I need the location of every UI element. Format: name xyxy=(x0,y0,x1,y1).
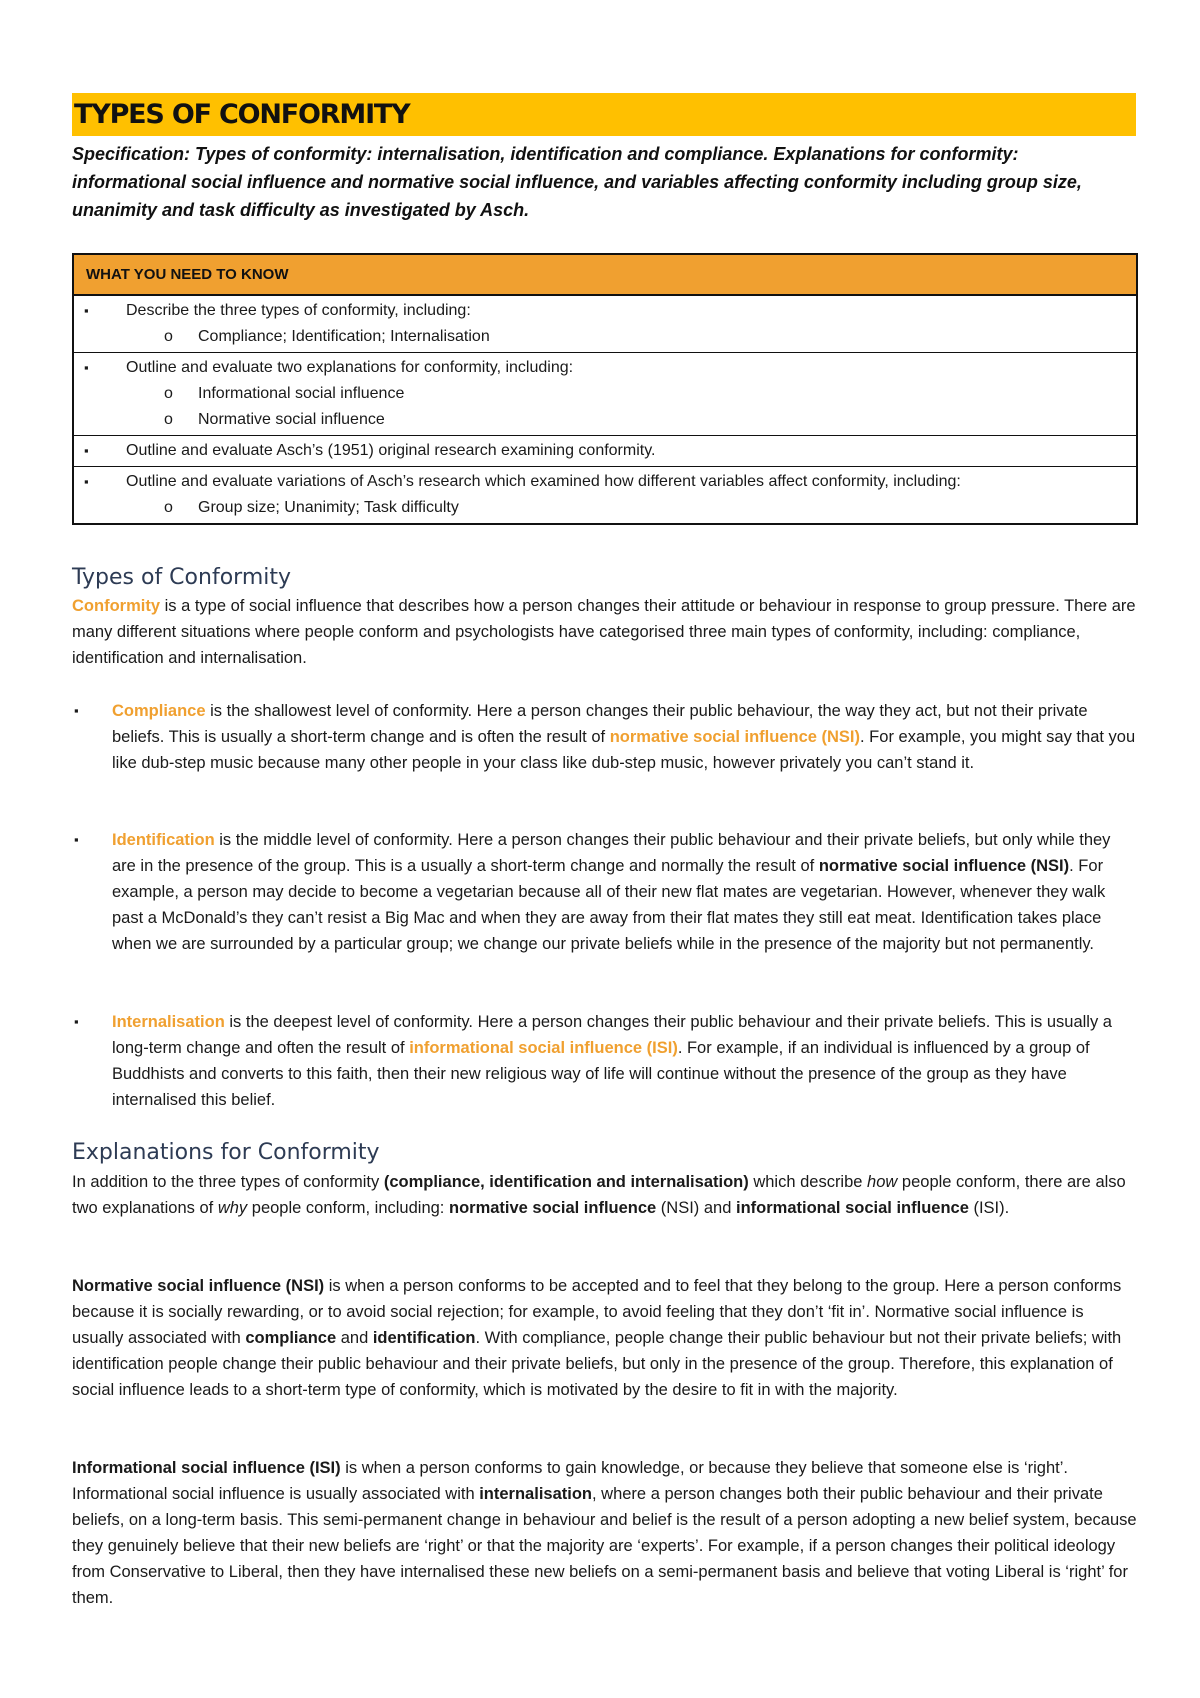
need-sub-text: Group size; Unanimity; Task difficulty xyxy=(198,499,459,516)
bullet-icon: ▪ xyxy=(84,443,89,458)
text-run: , where a person changes both their public behaviour and their private beliefs, on a long-term basis. This semi-permanent change in behaviour and belief is the result of a person adopting a new belief system, because they genuinely believe that their new beliefs are ‘right’ or that the majority are ‘experts’. For example, if a person changes their political ideology from Conservative to Liberal, then they have internalised these new beliefs on a semi-permanent basis and believe that voting Liberal is ‘right’ for them. xyxy=(72,1485,1137,1607)
text-run: people conform, including: xyxy=(247,1199,449,1217)
page-title: TYPES OF CONFORMITY xyxy=(74,99,410,130)
nsi-paragraph xyxy=(72,1273,1138,1403)
need-row-4 xyxy=(74,466,1136,523)
keyword: Internalisation xyxy=(112,1013,225,1031)
text-run: . For example, if an individual is influenced by a group of Buddhists and converts to this faith, then their new religious way of life will continue without the presence of the group as they have internalised this belief. xyxy=(112,1039,1090,1109)
need-row-text: Outline and evaluate two explanations for conformity, including: xyxy=(126,359,574,376)
bold-run: compliance xyxy=(245,1329,337,1347)
keyword: informational social influence (ISI) xyxy=(409,1039,678,1057)
sub-bullet-icon: o xyxy=(164,385,173,402)
need-row-2 xyxy=(74,352,1136,435)
bold-run: normative social influence xyxy=(448,1199,657,1217)
bold-run: (compliance, identification and internalisation) xyxy=(383,1173,749,1191)
italic-run: why xyxy=(217,1199,248,1217)
text-run: . For example, you might say that you like dub-step music because many other people in your class like dub-step music, however privately you can’t stand it. xyxy=(112,728,1136,772)
bold-run: Informational social influence (ISI) xyxy=(72,1459,341,1477)
text-run: and xyxy=(336,1329,373,1347)
need-sub-text: Informational social influence xyxy=(198,385,405,402)
bullet-icon: ▪ xyxy=(74,832,79,847)
bold-run: normative social influence (NSI) xyxy=(818,857,1070,875)
need-row-text: Outline and evaluate variations of Asch’s research which examined how different variables affect conformity, including: xyxy=(126,473,961,490)
text-run: which describe xyxy=(748,1173,868,1191)
text-run: (NSI) and xyxy=(656,1199,736,1217)
need-row-3 xyxy=(74,435,1136,466)
bullet-internalisation xyxy=(72,1009,1138,1113)
text-run: (ISI). xyxy=(968,1199,1010,1217)
bold-run: informational social influence xyxy=(736,1199,969,1217)
need-sub-text: Normative social influence xyxy=(198,411,385,428)
bullet-icon: ▪ xyxy=(74,1014,79,1029)
title-bar xyxy=(72,93,1136,136)
sub-bullet-icon: o xyxy=(164,328,173,345)
bold-run: identification xyxy=(372,1329,476,1347)
keyword: normative social influence (NSI) xyxy=(609,728,861,746)
text-run: In addition to the three types of conformity xyxy=(72,1173,384,1191)
bullet-icon: ▪ xyxy=(84,474,89,489)
specification-text: Specification: Types of conformity: internalisation, identification and compliance. Explanations for conformity: informational social influence and normative social influence, and variables affecting conformity including group size, unanimity and task difficulty as investigated by Asch. xyxy=(72,144,1082,220)
text-run: is the shallowest level of conformity. Here a person changes their public behaviour, the way they act, but not their private beliefs. This is usually a short-term change and is often the result of xyxy=(112,702,1088,746)
bold-run: Normative social influence (NSI) xyxy=(72,1277,325,1295)
heading-explanations: Explanations for Conformity xyxy=(72,1140,380,1165)
need-sub-text: Compliance; Identification; Internalisation xyxy=(198,328,490,345)
keyword: Compliance xyxy=(112,702,206,720)
bold-run: internalisation xyxy=(479,1485,592,1503)
explanations-intro xyxy=(72,1169,1138,1221)
text-run: is the middle level of conformity. Here a person changes their public behaviour and their private beliefs, but only while they are in the presence of the group. This is a usually a short-term change and normally the result of xyxy=(112,831,1111,875)
bullet-identification xyxy=(72,827,1138,957)
text-run: people conform, there are also two explanations of xyxy=(72,1173,1126,1217)
bullet-icon: ▪ xyxy=(74,703,79,718)
sub-bullet-icon: o xyxy=(164,411,173,428)
sub-bullet-icon: o xyxy=(164,499,173,516)
bullet-icon: ▪ xyxy=(84,360,89,375)
bullet-icon: ▪ xyxy=(84,303,89,318)
text-run: . For example, a person may decide to become a vegetarian because all of their new flat mates are vegetarian. However, whenever they walk past a McDonald’s they can’t resist a Big Mac and when they are away from their flat mates they still eat meat. Identification takes place when we are surrounded by a particular group; we change our private beliefs while in the presence of the majority but not permanently. xyxy=(112,857,1106,953)
text-run: is when a person conforms to gain knowledge, or because they believe that someone else is ‘right’. Informational social influence is usually associated with xyxy=(72,1459,1068,1503)
need-row-text: Outline and evaluate Asch’s (1951) original research examining conformity. xyxy=(126,442,656,459)
keyword: Conformity xyxy=(72,597,160,615)
text-run: is a type of social influence that describes how a person changes their attitude or behaviour in response to group pressure. There are many different situations where people conform and psychologists have categorised three main types of conformity, including: compliance, identification and internalisation. xyxy=(72,597,1136,667)
italic-run: how xyxy=(867,1173,898,1191)
need-row-1 xyxy=(74,295,1136,352)
text-run: is the deepest level of conformity. Here a person changes their public behaviour and their private beliefs. This is usually a long-term change and often the result of xyxy=(112,1013,1112,1057)
heading-types: Types of Conformity xyxy=(72,565,292,590)
bullet-compliance xyxy=(72,698,1138,776)
need-to-know-header: WHAT YOU NEED TO KNOW xyxy=(74,255,1136,295)
types-intro xyxy=(72,593,1138,671)
need-to-know-table xyxy=(72,253,1138,525)
need-row-text: Describe the three types of conformity, including: xyxy=(126,302,471,319)
text-run: is when a person conforms to be accepted and to feel that they belong to the group. Here a person conforms because it is socially rewarding, or to avoid social rejection; for example, to avoid feeling that they don’t ‘fit in’. Normative social influence is usually associated with xyxy=(72,1277,1122,1347)
isi-paragraph xyxy=(72,1455,1138,1611)
keyword: Identification xyxy=(112,831,215,849)
text-run: . With compliance, people change their public behaviour but not their private beliefs; with identification people change their public behaviour and their private beliefs, but only in the presence of the group. Therefore, this explanation of social influence leads to a short-term type of conformity, which is motivated by the desire to fit in with the majority. xyxy=(72,1329,1122,1399)
